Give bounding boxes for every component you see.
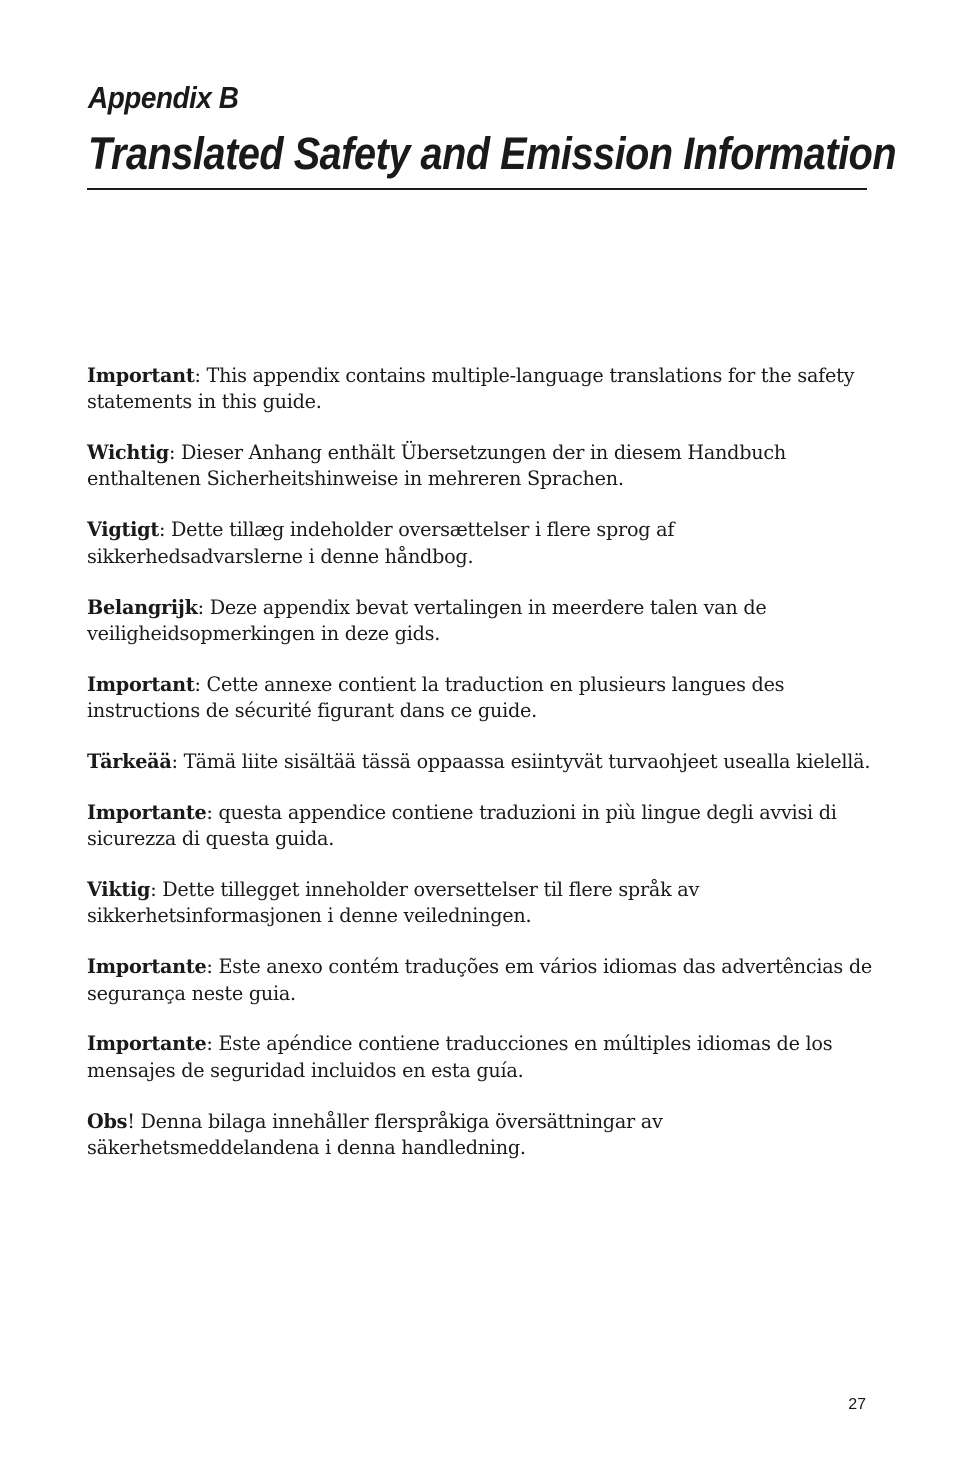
notice-norwegian	[87, 877, 872, 930]
notice-italian	[87, 800, 872, 853]
notice-separator: :	[194, 672, 201, 696]
notice-german	[87, 440, 872, 493]
notice-label: Wichtig	[87, 441, 169, 465]
notice-label: Importante	[87, 955, 207, 979]
notice-text: Cette annexe contient la traduction en plusieurs langues des instructions de sécurité figurant dans ce guide.	[87, 672, 785, 723]
notice-label: Belangrijk	[87, 595, 198, 619]
notice-separator: :	[206, 1032, 213, 1056]
notice-text: Dette tillegget inneholder oversettelser til flere språk av sikkerhetsinformasjonen i denne veiledningen.	[87, 878, 700, 928]
notice-separator: :	[194, 364, 201, 387]
notice-label: Viktig	[87, 878, 151, 902]
notice-separator: !	[127, 1109, 135, 1133]
notice-label: Importante	[87, 1032, 207, 1056]
notice-label: Tärkeää	[87, 749, 172, 773]
notice-label: Important	[87, 672, 195, 696]
notice-text: Deze appendix bevat vertalingen in meerdere talen van de veiligheidsopmerkingen in deze gids.	[87, 595, 767, 645]
notice-finnish	[87, 749, 872, 775]
notice-text: Dieser Anhang enthält Übersetzungen der in diesem Handbuch enthaltenen Sicherheitshinweise in mehreren Sprachen.	[87, 441, 786, 491]
notice-dutch	[87, 595, 872, 648]
notice-text: Este anexo contém traduções em vários idiomas das advertências de segurança neste guia.	[87, 955, 872, 1005]
notice-english	[87, 363, 872, 416]
notice-spanish	[87, 1031, 872, 1084]
page-number: 27	[848, 1396, 866, 1413]
notice-text: This appendix contains multiple-language translations for the safety statements in this guide.	[87, 364, 855, 414]
notice-separator: :	[171, 749, 178, 773]
title-rule	[87, 188, 867, 190]
notice-separator: :	[206, 955, 213, 979]
notice-label: Importante	[87, 800, 207, 824]
notice-french	[87, 672, 872, 725]
notice-list	[87, 363, 872, 1186]
notice-label: Important	[87, 364, 195, 387]
notice-label: Vigtigt	[87, 518, 159, 542]
appendix-label: Appendix B	[88, 80, 239, 115]
page-title: Translated Safety and Emission Information	[88, 128, 897, 179]
notice-separator: :	[150, 878, 157, 902]
notice-text: Este apéndice contiene traducciones en múltiples idiomas de los mensajes de seguridad incluidos en esta guía.	[87, 1032, 833, 1082]
notice-text: questa appendice contiene traduzioni in più lingue degli avvisi di sicurezza di questa guida.	[87, 800, 837, 851]
notice-text: Dette tillæg indeholder oversættelser i flere sprog af sikkerhedsadvarslerne i denne håndbog.	[87, 518, 675, 568]
notice-portuguese	[87, 954, 872, 1007]
notice-text: Tämä liite sisältää tässä oppaassa esiintyvät turvaohjeet usealla kielellä.	[183, 749, 871, 773]
notice-separator: :	[206, 800, 213, 824]
notice-separator: :	[158, 518, 166, 542]
notice-danish	[87, 517, 872, 570]
notice-text: Denna bilaga innehåller flerspråkiga översättningar av säkerhetsmeddelandena i denna handledning.	[87, 1109, 663, 1159]
notice-separator: :	[168, 441, 176, 465]
notice-swedish	[87, 1109, 872, 1162]
notice-separator: :	[197, 595, 204, 619]
notice-label: Obs	[87, 1109, 128, 1133]
